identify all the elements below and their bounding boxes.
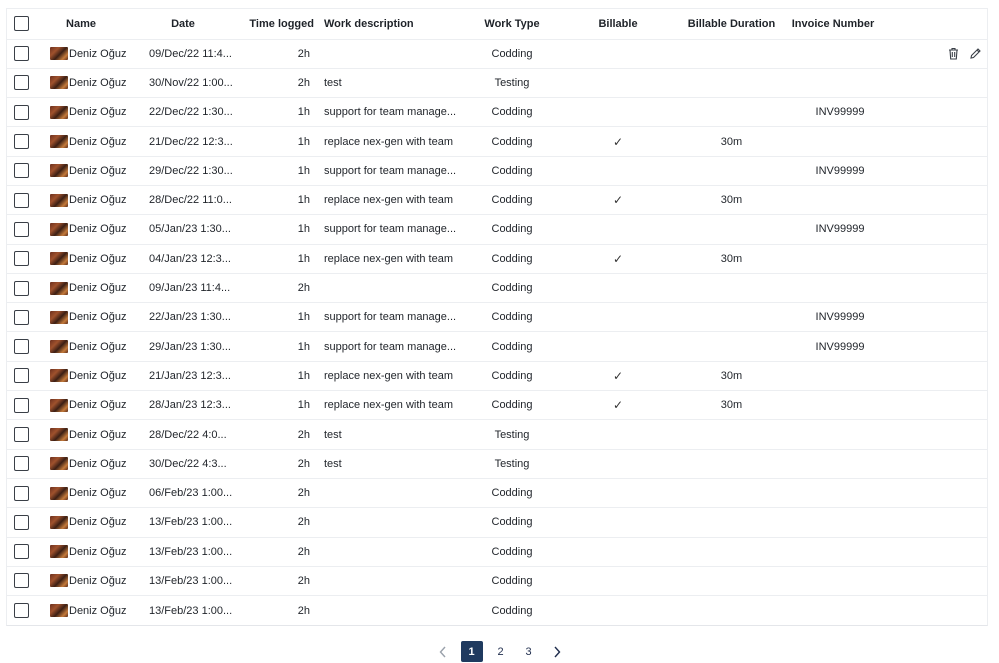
work-type-cell: Codding: [491, 223, 533, 236]
avatar: [50, 223, 68, 236]
avatar: [50, 47, 68, 60]
row-select-cell: [11, 157, 31, 185]
user-name: Deniz Oğuz: [69, 399, 127, 412]
invoice-number-cell: [790, 450, 890, 478]
pagination: [0, 641, 999, 662]
time-logged-cell: 2h: [297, 47, 310, 60]
avatar: [50, 487, 68, 500]
billable-cell: [587, 450, 649, 478]
work-description-cell: [324, 596, 464, 625]
table-row[interactable]: [7, 420, 987, 449]
row-select-cell: [11, 538, 31, 566]
work-description-cell: support for team manage...: [324, 223, 457, 236]
column-header-work-description[interactable]: Work description: [324, 17, 414, 30]
invoice-number-cell: [790, 420, 890, 448]
name-cell: [50, 391, 145, 419]
row-checkbox[interactable]: [14, 251, 29, 266]
work-type-cell: Codding: [491, 164, 533, 177]
invoice-number-cell: [790, 567, 890, 595]
invoice-number-cell: [790, 596, 890, 625]
billable-cell: [587, 98, 649, 126]
work-description-cell: [324, 567, 464, 595]
avatar: [50, 76, 68, 89]
date-cell: 13/Feb/23 1:00...: [149, 545, 233, 558]
trash-icon[interactable]: [946, 47, 960, 61]
invoice-number-cell: [790, 186, 890, 214]
user-name: Deniz Oğuz: [69, 487, 127, 500]
name-cell: [50, 508, 145, 536]
row-select-cell: [11, 215, 31, 243]
work-description-cell: replace nex-gen with team: [324, 135, 454, 148]
billable-cell: [587, 157, 649, 185]
billable-cell: [587, 40, 649, 68]
time-logged-cell: 2h: [297, 516, 310, 529]
work-type-cell: Codding: [491, 399, 533, 412]
user-name: Deniz Oğuz: [69, 282, 127, 295]
work-type-cell: Testing: [494, 457, 530, 470]
billable-duration-cell: [679, 40, 784, 68]
invoice-number-cell: [790, 508, 890, 536]
date-cell: 13/Feb/23 1:00...: [149, 516, 233, 529]
invoice-number-cell: INV99999: [815, 164, 865, 177]
work-description-cell: support for team manage...: [324, 164, 457, 177]
name-cell: [50, 332, 145, 360]
billable-duration-cell: [679, 538, 784, 566]
row-checkbox[interactable]: [14, 310, 29, 325]
user-name: Deniz Oğuz: [69, 164, 127, 177]
invoice-number-cell: [790, 127, 890, 155]
work-description-cell: test: [324, 457, 342, 470]
table-row[interactable]: [7, 479, 987, 508]
work-type-cell: Codding: [491, 252, 533, 265]
name-cell: [50, 303, 145, 331]
name-cell: [50, 69, 145, 97]
avatar: [50, 545, 68, 558]
row-checkbox[interactable]: [14, 163, 29, 178]
row-select-cell: [11, 186, 31, 214]
avatar: [50, 164, 68, 177]
table-row[interactable]: [7, 215, 987, 244]
row-select-cell: [11, 303, 31, 331]
billable-cell: [587, 596, 649, 625]
date-cell: 21/Dec/22 12:3...: [149, 135, 233, 148]
avatar: [50, 369, 68, 382]
row-select-cell: [11, 508, 31, 536]
work-type-cell: Testing: [494, 76, 530, 89]
billable-duration-cell: 30m: [720, 135, 743, 148]
date-cell: 29/Jan/23 1:30...: [149, 340, 231, 353]
avatar: [50, 516, 68, 529]
row-select-cell: [11, 69, 31, 97]
billable-cell: [587, 215, 649, 243]
billable-cell: [587, 303, 649, 331]
row-checkbox[interactable]: [14, 281, 29, 296]
row-checkbox[interactable]: [14, 75, 29, 90]
work-description-cell: replace nex-gen with team: [324, 252, 454, 265]
table-row[interactable]: [7, 274, 987, 303]
column-header-billable-duration[interactable]: Billable Duration: [687, 17, 776, 30]
billable-cell: [587, 69, 649, 97]
billable-cell: [587, 508, 649, 536]
work-description-cell: replace nex-gen with team: [324, 369, 454, 382]
time-logged-cell: 1h: [297, 106, 310, 119]
billable-duration-cell: [679, 450, 784, 478]
table-row[interactable]: [7, 391, 987, 420]
row-select-cell: [11, 274, 31, 302]
page-button-1[interactable]: 1: [461, 641, 483, 662]
work-type-cell: Testing: [494, 428, 530, 441]
row-select-cell: [11, 596, 31, 625]
time-logged-cell: 2h: [297, 457, 310, 470]
time-logged-cell: 2h: [297, 428, 310, 441]
date-cell: 09/Dec/22 11:4...: [149, 47, 232, 60]
work-description-cell: test: [324, 76, 342, 89]
billable-duration-cell: [679, 215, 784, 243]
billable-duration-cell: [679, 98, 784, 126]
billable-cell: [587, 127, 649, 155]
time-log-table: [6, 8, 988, 626]
avatar: [50, 340, 68, 353]
avatar: [50, 106, 68, 119]
date-cell: 06/Feb/23 1:00...: [149, 487, 233, 500]
row-select-cell: [11, 127, 31, 155]
date-cell: 22/Dec/22 1:30...: [149, 106, 233, 119]
time-logged-cell: 2h: [297, 604, 310, 617]
row-checkbox[interactable]: [14, 368, 29, 383]
billable-duration-cell: [679, 274, 784, 302]
user-name: Deniz Oğuz: [69, 76, 127, 89]
name-cell: [50, 450, 145, 478]
work-type-cell: Codding: [491, 516, 533, 529]
billable-cell: [587, 332, 649, 360]
table-row[interactable]: [7, 245, 987, 274]
avatar: [50, 135, 68, 148]
date-cell: 30/Dec/22 4:3...: [149, 457, 227, 470]
work-type-cell: Codding: [491, 194, 533, 207]
time-logged-cell: 1h: [297, 194, 310, 207]
user-name: Deniz Oğuz: [69, 194, 127, 207]
work-type-cell: Codding: [491, 604, 533, 617]
name-cell: [50, 362, 145, 390]
user-name: Deniz Oğuz: [69, 545, 127, 558]
work-type-cell: Codding: [491, 369, 533, 382]
row-checkbox[interactable]: [14, 105, 29, 120]
table-row[interactable]: [7, 157, 987, 186]
billable-cell: [587, 420, 649, 448]
name-cell: [50, 215, 145, 243]
date-cell: 22/Jan/23 1:30...: [149, 311, 231, 324]
user-name: Deniz Oğuz: [69, 311, 127, 324]
avatar: [50, 252, 68, 265]
invoice-number-cell: [790, 362, 890, 390]
invoice-number-cell: [790, 245, 890, 273]
billable-check-icon: ✓: [612, 398, 624, 413]
row-select-cell: [11, 391, 31, 419]
user-name: Deniz Oğuz: [69, 604, 127, 617]
user-name: Deniz Oğuz: [69, 428, 127, 441]
invoice-number-cell: [790, 479, 890, 507]
row-select-cell: [11, 420, 31, 448]
work-description-cell: [324, 479, 464, 507]
select-all-cell: [11, 9, 31, 39]
name-cell: [50, 127, 145, 155]
table-row[interactable]: [7, 98, 987, 127]
invoice-number-cell: INV99999: [815, 311, 865, 324]
table-row[interactable]: [7, 40, 987, 69]
billable-check-icon: ✓: [612, 368, 624, 383]
billable-cell: [587, 245, 649, 273]
billable-duration-cell: [679, 508, 784, 536]
time-logged-cell: 1h: [297, 252, 310, 265]
date-cell: 28/Dec/22 11:0...: [149, 194, 232, 207]
row-checkbox[interactable]: [14, 222, 29, 237]
column-header-date[interactable]: Date: [171, 17, 195, 30]
row-checkbox[interactable]: [14, 46, 29, 61]
time-logged-cell: 1h: [297, 369, 310, 382]
user-name: Deniz Oğuz: [69, 47, 127, 60]
row-checkbox[interactable]: [14, 603, 29, 618]
table-body: [7, 40, 987, 626]
table-row[interactable]: [7, 332, 987, 361]
date-cell: 30/Nov/22 1:00...: [149, 76, 233, 89]
billable-duration-cell: [679, 596, 784, 625]
table-row[interactable]: [7, 362, 987, 391]
table-row[interactable]: [7, 69, 987, 98]
billable-cell: [587, 362, 649, 390]
user-name: Deniz Oğuz: [69, 369, 127, 382]
date-cell: 09/Jan/23 11:4...: [149, 282, 231, 295]
work-type-cell: Codding: [491, 574, 533, 587]
name-cell: [50, 420, 145, 448]
table-row[interactable]: [7, 508, 987, 537]
date-cell: 29/Dec/22 1:30...: [149, 164, 233, 177]
row-select-cell: [11, 245, 31, 273]
table-row[interactable]: [7, 596, 987, 625]
work-description-cell: replace nex-gen with team: [324, 399, 454, 412]
row-checkbox[interactable]: [14, 398, 29, 413]
billable-check-icon: ✓: [612, 251, 624, 266]
user-name: Deniz Oğuz: [69, 135, 127, 148]
work-description-cell: [324, 274, 464, 302]
time-logged-cell: 1h: [297, 340, 310, 353]
row-select-cell: [11, 40, 31, 68]
time-logged-cell: 1h: [297, 223, 310, 236]
work-description-cell: support for team manage...: [324, 340, 457, 353]
row-checkbox[interactable]: [14, 573, 29, 588]
row-select-cell: [11, 567, 31, 595]
row-select-cell: [11, 332, 31, 360]
page-button-3[interactable]: 3: [525, 645, 532, 658]
billable-duration-cell: [679, 69, 784, 97]
user-name: Deniz Oğuz: [69, 106, 127, 119]
date-cell: 05/Jan/23 1:30...: [149, 223, 231, 236]
user-name: Deniz Oğuz: [69, 574, 127, 587]
billable-cell: [587, 538, 649, 566]
time-logged-cell: 1h: [297, 399, 310, 412]
time-logged-cell: 2h: [297, 76, 310, 89]
pencil-icon[interactable]: [968, 47, 982, 61]
user-name: Deniz Oğuz: [69, 252, 127, 265]
column-header-name[interactable]: Name: [66, 17, 96, 30]
column-header-work-type[interactable]: Work Type: [484, 17, 540, 30]
table-header-row: [7, 9, 987, 40]
work-type-cell: Codding: [491, 47, 533, 60]
row-actions: [937, 40, 982, 68]
row-checkbox[interactable]: [14, 486, 29, 501]
work-type-cell: Codding: [491, 311, 533, 324]
date-cell: 21/Jan/23 12:3...: [149, 369, 231, 382]
billable-duration-cell: [679, 157, 784, 185]
time-logged-cell: 2h: [297, 574, 310, 587]
date-cell: 04/Jan/23 12:3...: [149, 252, 231, 265]
billable-duration-cell: 30m: [720, 369, 743, 382]
avatar: [50, 428, 68, 441]
user-name: Deniz Oğuz: [69, 340, 127, 353]
name-cell: [50, 245, 145, 273]
page-button-2[interactable]: 2: [497, 645, 504, 658]
row-select-cell: [11, 479, 31, 507]
work-description-cell: support for team manage...: [324, 311, 457, 324]
work-type-cell: Codding: [491, 487, 533, 500]
user-name: Deniz Oğuz: [69, 516, 127, 529]
invoice-number-cell: INV99999: [815, 223, 865, 236]
time-logged-cell: 1h: [297, 164, 310, 177]
billable-check-icon: ✓: [612, 134, 624, 149]
name-cell: [50, 567, 145, 595]
row-checkbox[interactable]: [14, 193, 29, 208]
invoice-number-cell: INV99999: [815, 106, 865, 119]
time-logged-cell: 2h: [297, 487, 310, 500]
table-row[interactable]: [7, 567, 987, 596]
billable-check-icon: ✓: [612, 193, 624, 208]
billable-duration-cell: 30m: [720, 252, 743, 265]
date-cell: 13/Feb/23 1:00...: [149, 574, 233, 587]
billable-cell: [587, 186, 649, 214]
row-select-cell: [11, 450, 31, 478]
table-row[interactable]: [7, 450, 987, 479]
avatar: [50, 574, 68, 587]
select-all-checkbox[interactable]: [14, 16, 29, 31]
avatar: [50, 311, 68, 324]
name-cell: [50, 157, 145, 185]
row-select-cell: [11, 98, 31, 126]
work-description-cell: test: [324, 428, 342, 441]
work-type-cell: Codding: [491, 135, 533, 148]
time-logged-cell: 2h: [297, 282, 310, 295]
invoice-number-cell: INV99999: [815, 340, 865, 353]
billable-cell: [587, 274, 649, 302]
avatar: [50, 194, 68, 207]
work-type-cell: Codding: [491, 106, 533, 119]
work-description-cell: support for team manage...: [324, 106, 457, 119]
work-type-cell: Codding: [491, 282, 533, 295]
avatar: [50, 282, 68, 295]
avatar: [50, 457, 68, 470]
time-logged-cell: 1h: [297, 135, 310, 148]
work-type-cell: Codding: [491, 545, 533, 558]
avatar: [50, 604, 68, 617]
row-checkbox[interactable]: [14, 515, 29, 530]
name-cell: [50, 40, 145, 68]
name-cell: [50, 479, 145, 507]
table-row[interactable]: [7, 538, 987, 567]
avatar: [50, 399, 68, 412]
row-select-cell: [11, 362, 31, 390]
work-description-cell: [324, 508, 464, 536]
work-type-cell: Codding: [491, 340, 533, 353]
row-checkbox[interactable]: [14, 544, 29, 559]
name-cell: [50, 596, 145, 625]
work-description-cell: [324, 538, 464, 566]
invoice-number-cell: [790, 69, 890, 97]
chevron-right-icon[interactable]: [547, 641, 567, 662]
work-description-cell: [324, 40, 464, 68]
row-checkbox[interactable]: [14, 456, 29, 471]
billable-duration-cell: [679, 332, 784, 360]
table-row[interactable]: [7, 127, 987, 156]
row-checkbox[interactable]: [14, 134, 29, 149]
date-cell: 28/Dec/22 4:0...: [149, 428, 227, 441]
work-description-cell: replace nex-gen with team: [324, 194, 454, 207]
billable-duration-cell: 30m: [720, 194, 743, 207]
row-checkbox[interactable]: [14, 427, 29, 442]
billable-duration-cell: [679, 567, 784, 595]
invoice-number-cell: [790, 274, 890, 302]
billable-duration-cell: [679, 420, 784, 448]
user-name: Deniz Oğuz: [69, 223, 127, 236]
time-logged-cell: 2h: [297, 545, 310, 558]
chevron-left-icon[interactable]: [433, 641, 453, 662]
name-cell: [50, 538, 145, 566]
row-checkbox[interactable]: [14, 339, 29, 354]
billable-duration-cell: 30m: [720, 399, 743, 412]
date-cell: 28/Jan/23 12:3...: [149, 399, 231, 412]
invoice-number-cell: [790, 40, 890, 68]
billable-cell: [587, 391, 649, 419]
name-cell: [50, 98, 145, 126]
invoice-number-cell: [790, 391, 890, 419]
billable-cell: [587, 479, 649, 507]
billable-duration-cell: [679, 479, 784, 507]
column-header-invoice-number[interactable]: Invoice Number: [791, 17, 875, 30]
table-row[interactable]: [7, 303, 987, 332]
date-cell: 13/Feb/23 1:00...: [149, 604, 233, 617]
time-logged-cell: 1h: [297, 311, 310, 324]
invoice-number-cell: [790, 538, 890, 566]
column-header-time-logged[interactable]: Time logged: [249, 17, 314, 30]
billable-cell: [587, 567, 649, 595]
column-header-billable[interactable]: Billable: [598, 17, 638, 30]
name-cell: [50, 186, 145, 214]
name-cell: [50, 274, 145, 302]
billable-duration-cell: [679, 303, 784, 331]
user-name: Deniz Oğuz: [69, 457, 127, 470]
table-row[interactable]: [7, 186, 987, 215]
